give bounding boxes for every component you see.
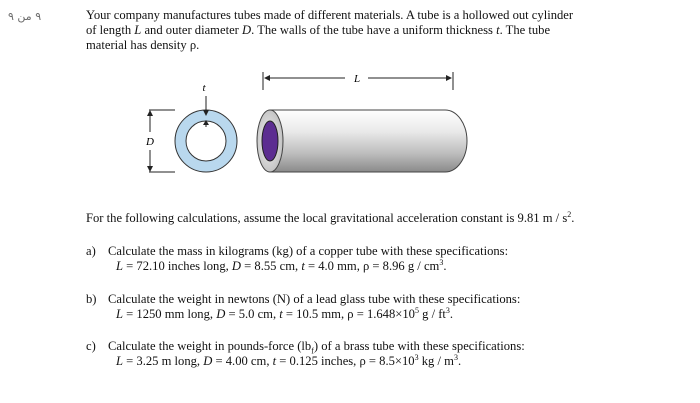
- question-a-spec: L = 72.10 inches long, D = 8.55 cm, t = 4.0 mm, ρ = 8.96 g / $cm^3$.: [116, 257, 447, 273]
- intro-line-1: Your company manufactures tubes made of different materials. A tube is a hollowed out cylinder: [86, 8, 574, 22]
- label-L: L: [353, 73, 361, 85]
- page-indicator: ٩ من ٩: [8, 10, 42, 23]
- question-c-spec: L = 3.25 m long, D = 4.00 cm, t = 0.125 inches, $\rho = 8.5\times 10^3$ kg / $m^3$.: [116, 352, 462, 368]
- question-b: [86, 292, 676, 322]
- question-a: [86, 244, 676, 274]
- question-c: [86, 339, 676, 369]
- question-b-spec: L = 1250 mm long, D = 5.0 cm, t = 10.5 mm, $\rho = 1.648\times 10^5$ g / $ft^3$.: [116, 305, 454, 321]
- problem-intro: [86, 8, 676, 53]
- question-a-text: Calculate the mass in kilograms (kg) of a copper tube with these specifications:: [108, 244, 509, 258]
- intro-line-2: of length L and outer diameter D. The walls of the tube have a uniform thickness t. The tube: [86, 23, 551, 37]
- label-D: D: [146, 136, 154, 148]
- tube-opening: [262, 121, 278, 161]
- cross-section-inner: [186, 121, 226, 161]
- question-c-label: c): [86, 339, 96, 353]
- question-b-text: Calculate the weight in newtons (N) of a lead glass tube with these specifications:: [108, 292, 521, 306]
- label-t: t: [202, 82, 206, 94]
- tube-body: [270, 110, 467, 172]
- tube-end-cap: [257, 110, 283, 172]
- cross-section-outer: [175, 110, 237, 172]
- question-c-text: Calculate the weight in pounds-force $(lb_f)$ of a brass tube with these specifications:: [108, 339, 525, 356]
- question-a-label: a): [86, 244, 96, 258]
- gravity-statement: For the following calculations, assume the local gravitational acceleration constant is 9.81 m / $s^2$.: [86, 209, 575, 225]
- intro-line-3: material has density ρ.: [86, 38, 200, 52]
- question-b-label: b): [86, 292, 97, 306]
